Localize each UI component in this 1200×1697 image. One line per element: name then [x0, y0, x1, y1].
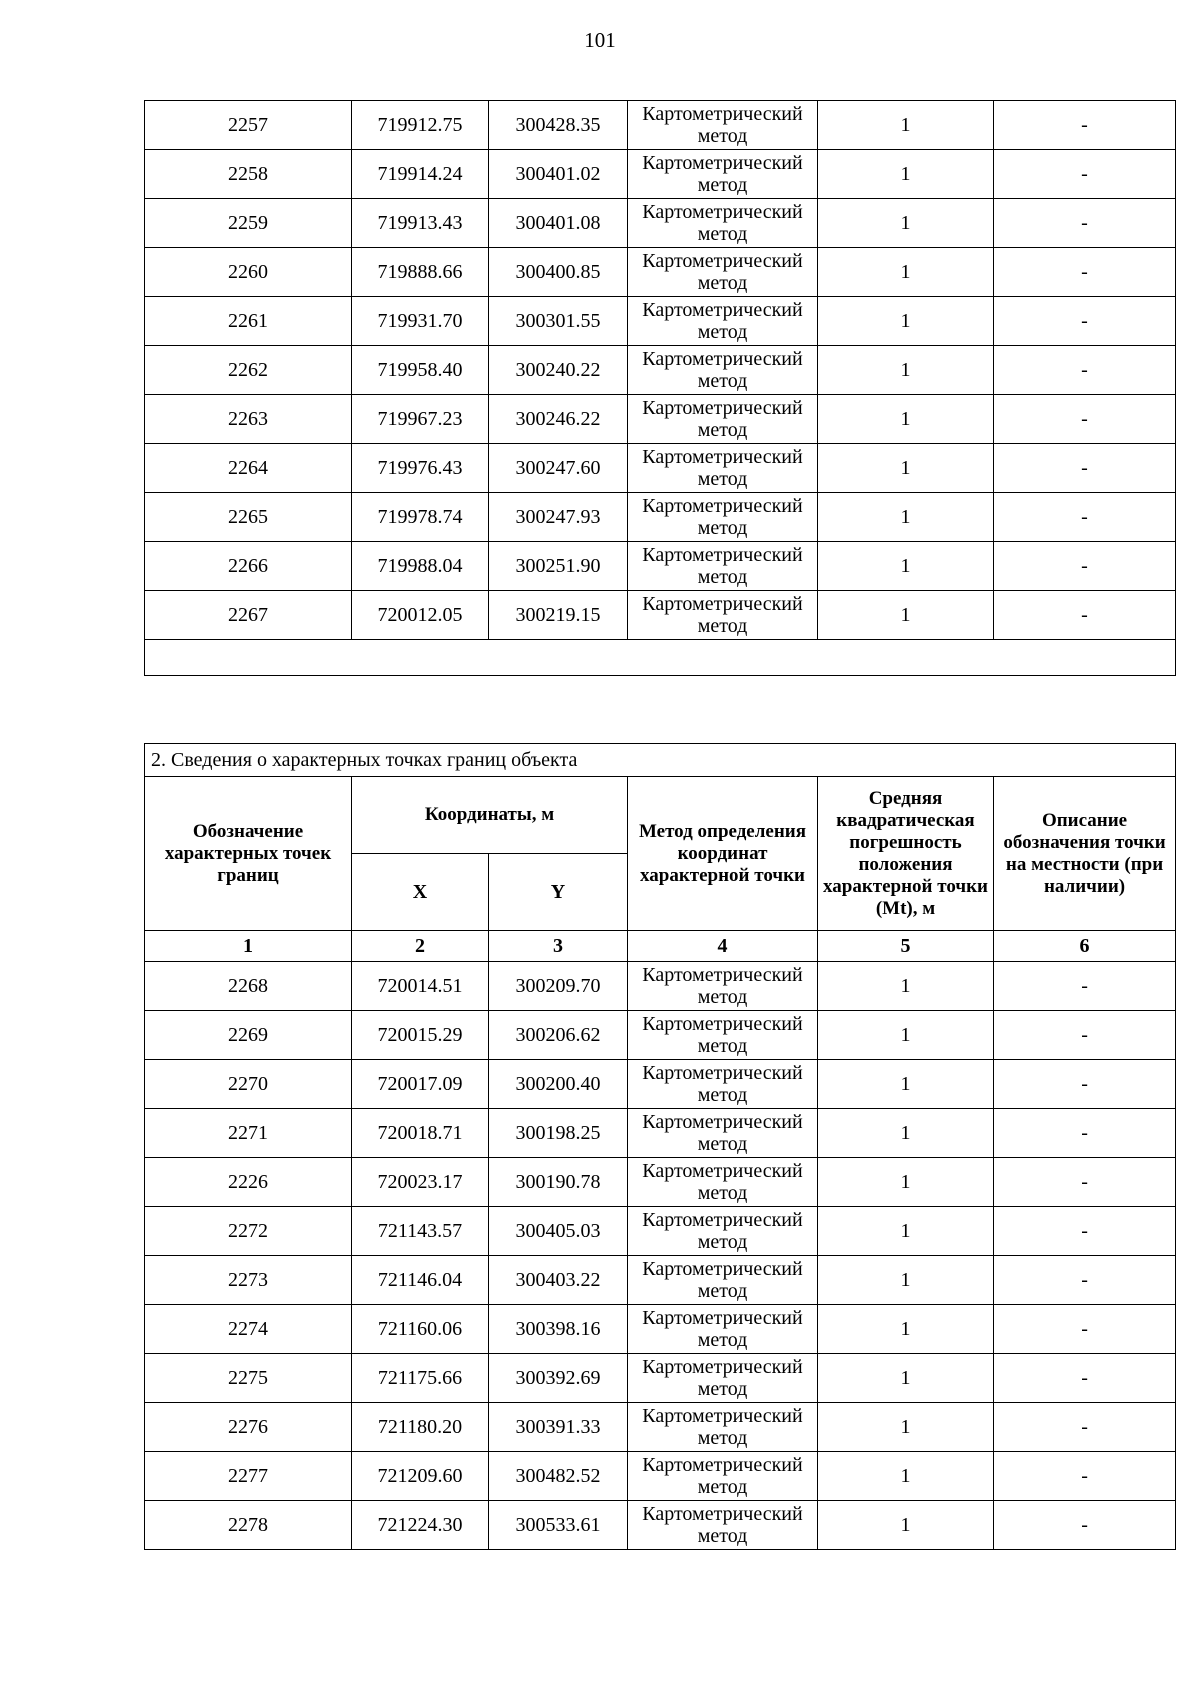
point-id-cell: 2257 — [145, 101, 352, 150]
description-cell: - — [994, 1354, 1176, 1403]
table-row — [145, 199, 1176, 248]
method-cell: Картометрический метод — [628, 542, 818, 591]
mt-cell: 1 — [818, 1403, 994, 1452]
point-id-cell: 2275 — [145, 1354, 352, 1403]
column-number: 2 — [352, 931, 489, 962]
coord-x-cell: 721146.04 — [352, 1256, 489, 1305]
mt-cell: 1 — [818, 1207, 994, 1256]
point-id-cell: 2266 — [145, 542, 352, 591]
coord-x-cell: 719888.66 — [352, 248, 489, 297]
description-cell: - — [994, 444, 1176, 493]
method-cell: Картометрический метод — [628, 493, 818, 542]
point-id-cell: 2261 — [145, 297, 352, 346]
point-id-cell: 2226 — [145, 1158, 352, 1207]
mt-cell: 1 — [818, 297, 994, 346]
method-cell: Картометрический метод — [628, 1452, 818, 1501]
coord-x-cell: 721180.20 — [352, 1403, 489, 1452]
coord-y-cell: 300400.85 — [489, 248, 628, 297]
mt-cell: 1 — [818, 591, 994, 640]
coord-y-cell: 300209.70 — [489, 962, 628, 1011]
table-row — [145, 1011, 1176, 1060]
coord-x-cell: 719967.23 — [352, 395, 489, 444]
description-cell: - — [994, 101, 1176, 150]
table-row — [145, 1305, 1176, 1354]
description-cell: - — [994, 1158, 1176, 1207]
table-row — [145, 1207, 1176, 1256]
description-cell: - — [994, 962, 1176, 1011]
coord-y-cell: 300206.62 — [489, 1011, 628, 1060]
mt-cell: 1 — [818, 1011, 994, 1060]
method-cell: Картометрический метод — [628, 1403, 818, 1452]
mt-cell: 1 — [818, 542, 994, 591]
points-table-continued — [144, 100, 1176, 676]
header-designation: Обозначение характерных точек границ — [145, 777, 352, 931]
coord-y-cell: 300428.35 — [489, 101, 628, 150]
coord-y-cell: 300533.61 — [489, 1501, 628, 1550]
method-cell: Картометрический метод — [628, 395, 818, 444]
coord-x-cell: 719978.74 — [352, 493, 489, 542]
coord-x-cell: 720018.71 — [352, 1109, 489, 1158]
coord-y-cell: 300247.60 — [489, 444, 628, 493]
point-id-cell: 2276 — [145, 1403, 352, 1452]
method-cell: Картометрический метод — [628, 1354, 818, 1403]
empty-cell — [145, 640, 1176, 676]
coord-x-cell: 720023.17 — [352, 1158, 489, 1207]
point-id-cell: 2268 — [145, 962, 352, 1011]
method-cell: Картометрический метод — [628, 150, 818, 199]
point-id-cell: 2270 — [145, 1060, 352, 1109]
method-cell: Картометрический метод — [628, 1011, 818, 1060]
coord-x-cell: 721175.66 — [352, 1354, 489, 1403]
table-row — [145, 248, 1176, 297]
point-id-cell: 2258 — [145, 150, 352, 199]
coord-x-cell: 720012.05 — [352, 591, 489, 640]
coord-y-cell: 300301.55 — [489, 297, 628, 346]
description-cell: - — [994, 542, 1176, 591]
description-cell: - — [994, 1305, 1176, 1354]
mt-cell: 1 — [818, 248, 994, 297]
coord-y-cell: 300405.03 — [489, 1207, 628, 1256]
method-cell: Картометрический метод — [628, 1256, 818, 1305]
coord-y-cell: 300391.33 — [489, 1403, 628, 1452]
coord-y-cell: 300398.16 — [489, 1305, 628, 1354]
coord-x-cell: 721160.06 — [352, 1305, 489, 1354]
coord-x-cell: 719976.43 — [352, 444, 489, 493]
mt-cell: 1 — [818, 1501, 994, 1550]
coord-y-cell: 300190.78 — [489, 1158, 628, 1207]
description-cell: - — [994, 591, 1176, 640]
point-id-cell: 2259 — [145, 199, 352, 248]
description-cell: - — [994, 297, 1176, 346]
coord-y-cell: 300401.08 — [489, 199, 628, 248]
method-cell: Картометрический метод — [628, 1501, 818, 1550]
table-row — [145, 101, 1176, 150]
mt-cell: 1 — [818, 1158, 994, 1207]
description-cell: - — [994, 1207, 1176, 1256]
description-cell: - — [994, 1256, 1176, 1305]
table-row — [145, 493, 1176, 542]
mt-cell: 1 — [818, 150, 994, 199]
coord-x-cell: 721224.30 — [352, 1501, 489, 1550]
method-cell: Картометрический метод — [628, 1207, 818, 1256]
coord-y-cell: 300198.25 — [489, 1109, 628, 1158]
table-row — [145, 1060, 1176, 1109]
coord-x-cell: 721209.60 — [352, 1452, 489, 1501]
table-row — [145, 1158, 1176, 1207]
table-row — [145, 1109, 1176, 1158]
coord-x-cell: 720014.51 — [352, 962, 489, 1011]
header-y: Y — [489, 854, 628, 931]
coord-x-cell: 719931.70 — [352, 297, 489, 346]
header-x: X — [352, 854, 489, 931]
coord-y-cell: 300219.15 — [489, 591, 628, 640]
description-cell: - — [994, 1403, 1176, 1452]
description-cell: - — [994, 1452, 1176, 1501]
table-row — [145, 150, 1176, 199]
point-id-cell: 2277 — [145, 1452, 352, 1501]
description-cell: - — [994, 1109, 1176, 1158]
table-row — [145, 1452, 1176, 1501]
point-id-cell: 2265 — [145, 493, 352, 542]
coord-x-cell: 719913.43 — [352, 199, 489, 248]
mt-cell: 1 — [818, 1452, 994, 1501]
page-number: 101 — [584, 28, 616, 52]
column-number: 4 — [628, 931, 818, 962]
mt-cell: 1 — [818, 444, 994, 493]
description-cell: - — [994, 248, 1176, 297]
table-row — [145, 1256, 1176, 1305]
mt-cell: 1 — [818, 1305, 994, 1354]
table-row — [145, 297, 1176, 346]
coord-x-cell: 720015.29 — [352, 1011, 489, 1060]
coord-x-cell: 720017.09 — [352, 1060, 489, 1109]
description-cell: - — [994, 493, 1176, 542]
table-caption: 2. Сведения о характерных точках границ объекта — [145, 744, 1176, 777]
table-row — [145, 444, 1176, 493]
header-coordinates: Координаты, м — [352, 777, 628, 854]
description-cell: - — [994, 150, 1176, 199]
coord-y-cell: 300200.40 — [489, 1060, 628, 1109]
coord-y-cell: 300403.22 — [489, 1256, 628, 1305]
mt-cell: 1 — [818, 1354, 994, 1403]
point-id-cell: 2272 — [145, 1207, 352, 1256]
boundary-points-table-body — [145, 962, 1176, 1550]
column-number: 6 — [994, 931, 1176, 962]
point-id-cell: 2264 — [145, 444, 352, 493]
coord-x-cell: 719958.40 — [352, 346, 489, 395]
coord-y-cell: 300247.93 — [489, 493, 628, 542]
point-id-cell: 2274 — [145, 1305, 352, 1354]
coord-y-cell: 300251.90 — [489, 542, 628, 591]
column-number: 1 — [145, 931, 352, 962]
table-row — [145, 395, 1176, 444]
method-cell: Картометрический метод — [628, 1060, 818, 1109]
method-cell: Картометрический метод — [628, 1158, 818, 1207]
point-id-cell: 2267 — [145, 591, 352, 640]
coord-y-cell: 300482.52 — [489, 1452, 628, 1501]
coord-y-cell: 300240.22 — [489, 346, 628, 395]
point-id-cell: 2263 — [145, 395, 352, 444]
column-number: 5 — [818, 931, 994, 962]
table-row — [145, 542, 1176, 591]
method-cell: Картометрический метод — [628, 101, 818, 150]
description-cell: - — [994, 395, 1176, 444]
boundary-points-table — [144, 743, 1176, 1550]
point-id-cell: 2260 — [145, 248, 352, 297]
table-row — [145, 962, 1176, 1011]
mt-cell: 1 — [818, 395, 994, 444]
table-row — [145, 1403, 1176, 1452]
mt-cell: 1 — [818, 346, 994, 395]
coord-y-cell: 300246.22 — [489, 395, 628, 444]
method-cell: Картометрический метод — [628, 444, 818, 493]
description-cell: - — [994, 1060, 1176, 1109]
point-id-cell: 2262 — [145, 346, 352, 395]
mt-cell: 1 — [818, 1109, 994, 1158]
description-cell: - — [994, 1501, 1176, 1550]
coord-x-cell: 719914.24 — [352, 150, 489, 199]
points-table-continued-body — [145, 101, 1176, 676]
table-row — [145, 1354, 1176, 1403]
method-cell: Картометрический метод — [628, 346, 818, 395]
description-cell: - — [994, 1011, 1176, 1060]
header-description: Описание обозначения точки на местности (при наличии) — [994, 777, 1176, 931]
mt-cell: 1 — [818, 101, 994, 150]
coord-y-cell: 300392.69 — [489, 1354, 628, 1403]
coord-y-cell: 300401.02 — [489, 150, 628, 199]
method-cell: Картометрический метод — [628, 1109, 818, 1158]
method-cell: Картометрический метод — [628, 248, 818, 297]
description-cell: - — [994, 346, 1176, 395]
point-id-cell: 2269 — [145, 1011, 352, 1060]
mt-cell: 1 — [818, 1256, 994, 1305]
header-method: Метод определения координат характерной точки — [628, 777, 818, 931]
description-cell: - — [994, 199, 1176, 248]
point-id-cell: 2271 — [145, 1109, 352, 1158]
method-cell: Картометрический метод — [628, 591, 818, 640]
table-row — [145, 1501, 1176, 1550]
method-cell: Картометрический метод — [628, 1305, 818, 1354]
mt-cell: 1 — [818, 962, 994, 1011]
header-mt: Средняя квадратическая погрешность положения характерной точки (Mt), м — [818, 777, 994, 931]
table-row — [145, 591, 1176, 640]
coord-x-cell: 719988.04 — [352, 542, 489, 591]
point-id-cell: 2278 — [145, 1501, 352, 1550]
method-cell: Картометрический метод — [628, 297, 818, 346]
column-number: 3 — [489, 931, 628, 962]
table-row — [145, 346, 1176, 395]
mt-cell: 1 — [818, 1060, 994, 1109]
point-id-cell: 2273 — [145, 1256, 352, 1305]
method-cell: Картометрический метод — [628, 199, 818, 248]
empty-row — [145, 640, 1176, 676]
coord-x-cell: 721143.57 — [352, 1207, 489, 1256]
mt-cell: 1 — [818, 493, 994, 542]
coord-x-cell: 719912.75 — [352, 101, 489, 150]
method-cell: Картометрический метод — [628, 962, 818, 1011]
mt-cell: 1 — [818, 199, 994, 248]
